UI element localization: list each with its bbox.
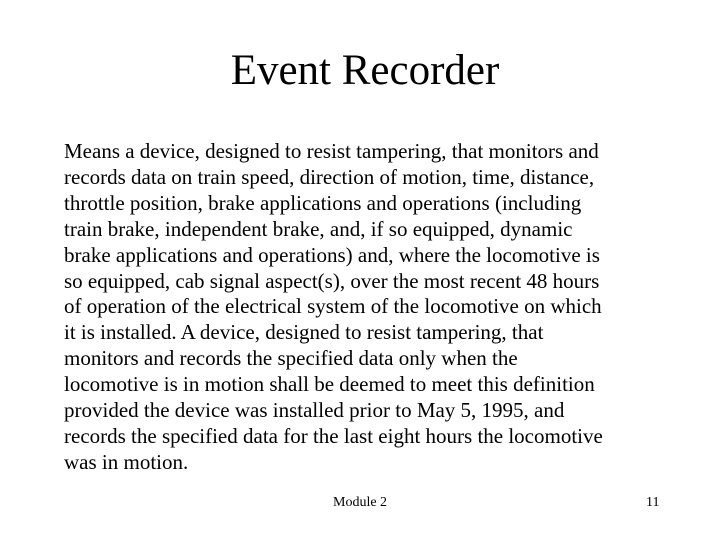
definition-line: it is installed. A device, designed to resist tampering, that	[64, 320, 544, 345]
definition-line: records data on train speed, direction of motion, time, distance,	[64, 164, 595, 189]
definition-line: brake applications and operations) and, where the locomotive is	[64, 242, 600, 267]
definition-line: monitors and records the specified data only when the	[64, 346, 518, 371]
definition-line: records the specified data for the last eight hours the locomotive	[64, 423, 603, 448]
definition-line: of operation of the electrical system of the locomotive on which	[64, 294, 602, 319]
definition-line: locomotive is in motion shall be deemed to meet this definition	[64, 372, 595, 397]
definition-line: so equipped, cab signal aspect(s), over the most recent 48 hours	[64, 268, 600, 293]
slide-title: Event Recorder	[230, 47, 500, 94]
definition-line: Means a device, designed to resist tampering, that monitors and	[64, 139, 599, 163]
page-number: 11	[646, 495, 660, 510]
definition-line: provided the device was installed prior to May 5, 1995, and	[64, 398, 565, 423]
definition-line: was in motion.	[64, 449, 189, 474]
definition-line: throttle position, brake applications and operations (including	[64, 190, 582, 215]
footer-module-label: Module 2	[333, 495, 388, 510]
definition-line: train brake, independent brake, and, if so equipped, dynamic	[64, 216, 573, 241]
definition-text	[64, 139, 689, 476]
